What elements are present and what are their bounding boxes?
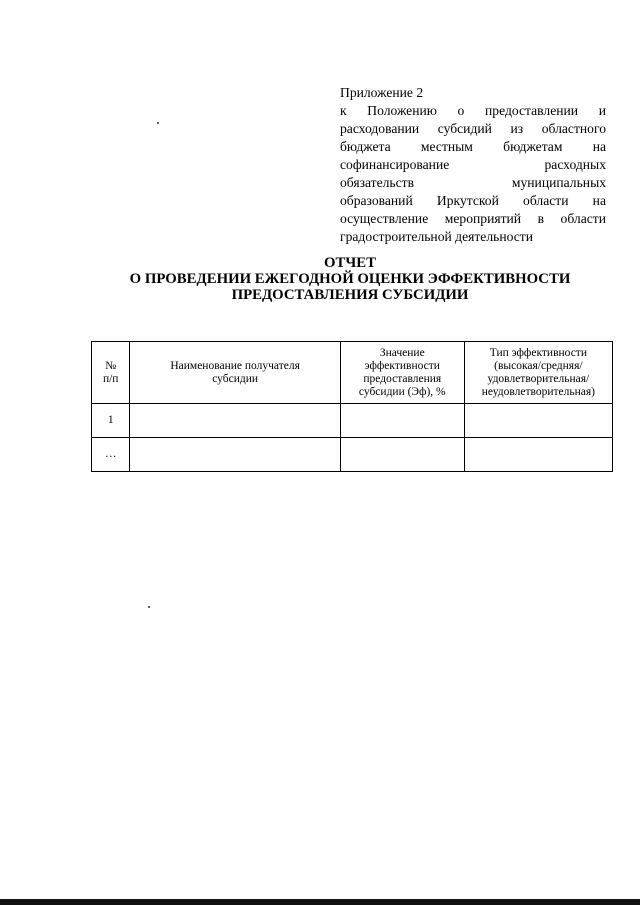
title-line-2: О ПРОВЕДЕНИИ ЕЖЕГОДНОЙ ОЦЕНКИ ЭФФЕКТИВНОСТИ bbox=[129, 271, 571, 287]
table-cell bbox=[464, 404, 612, 438]
appendix-line: к Положению о предоставлении и bbox=[340, 103, 606, 118]
table-cell bbox=[340, 404, 464, 438]
table-cell: … bbox=[92, 438, 130, 472]
report-table bbox=[91, 341, 613, 472]
table-cell bbox=[130, 404, 340, 438]
appendix-line: градостроительной деятельности bbox=[340, 229, 533, 244]
appendix-line: расходовании субсидий из областного bbox=[340, 121, 606, 136]
table-row bbox=[92, 438, 613, 472]
appendix-line: Приложение 2 bbox=[340, 85, 424, 100]
table-row bbox=[92, 404, 613, 438]
table-cell bbox=[340, 438, 464, 472]
appendix-line: осуществление мероприятий в области bbox=[340, 211, 606, 226]
scan-speck bbox=[148, 606, 150, 608]
report-title bbox=[60, 255, 640, 303]
table-cell bbox=[464, 438, 612, 472]
appendix-line: обязательств муниципальных bbox=[340, 175, 606, 190]
header-cell-recipient: Наименование получателя субсидии bbox=[130, 342, 340, 404]
header-cell-type: Тип эффективности (высокая/средняя/ удовлетворительная/ неудовлетворительная) bbox=[464, 342, 612, 404]
scan-speck bbox=[157, 122, 159, 124]
header-cell-value: Значение эффективности предоставления субсидии (Эф), % bbox=[340, 342, 464, 404]
title-line-1: ОТЧЕТ bbox=[324, 255, 376, 271]
table-cell bbox=[130, 438, 340, 472]
header-cell-number: № п/п bbox=[92, 342, 130, 404]
appendix-block bbox=[340, 84, 606, 246]
appendix-line: софинансирование расходных bbox=[340, 157, 606, 172]
table-header-row bbox=[92, 342, 613, 404]
table-cell: 1 bbox=[92, 404, 130, 438]
appendix-line: образований Иркутской области на bbox=[340, 193, 606, 208]
appendix-line: бюджета местным бюджетам на bbox=[340, 139, 606, 154]
title-line-3: ПРЕДОСТАВЛЕНИЯ СУБСИДИИ bbox=[231, 287, 469, 303]
scan-edge-bar bbox=[0, 899, 640, 905]
